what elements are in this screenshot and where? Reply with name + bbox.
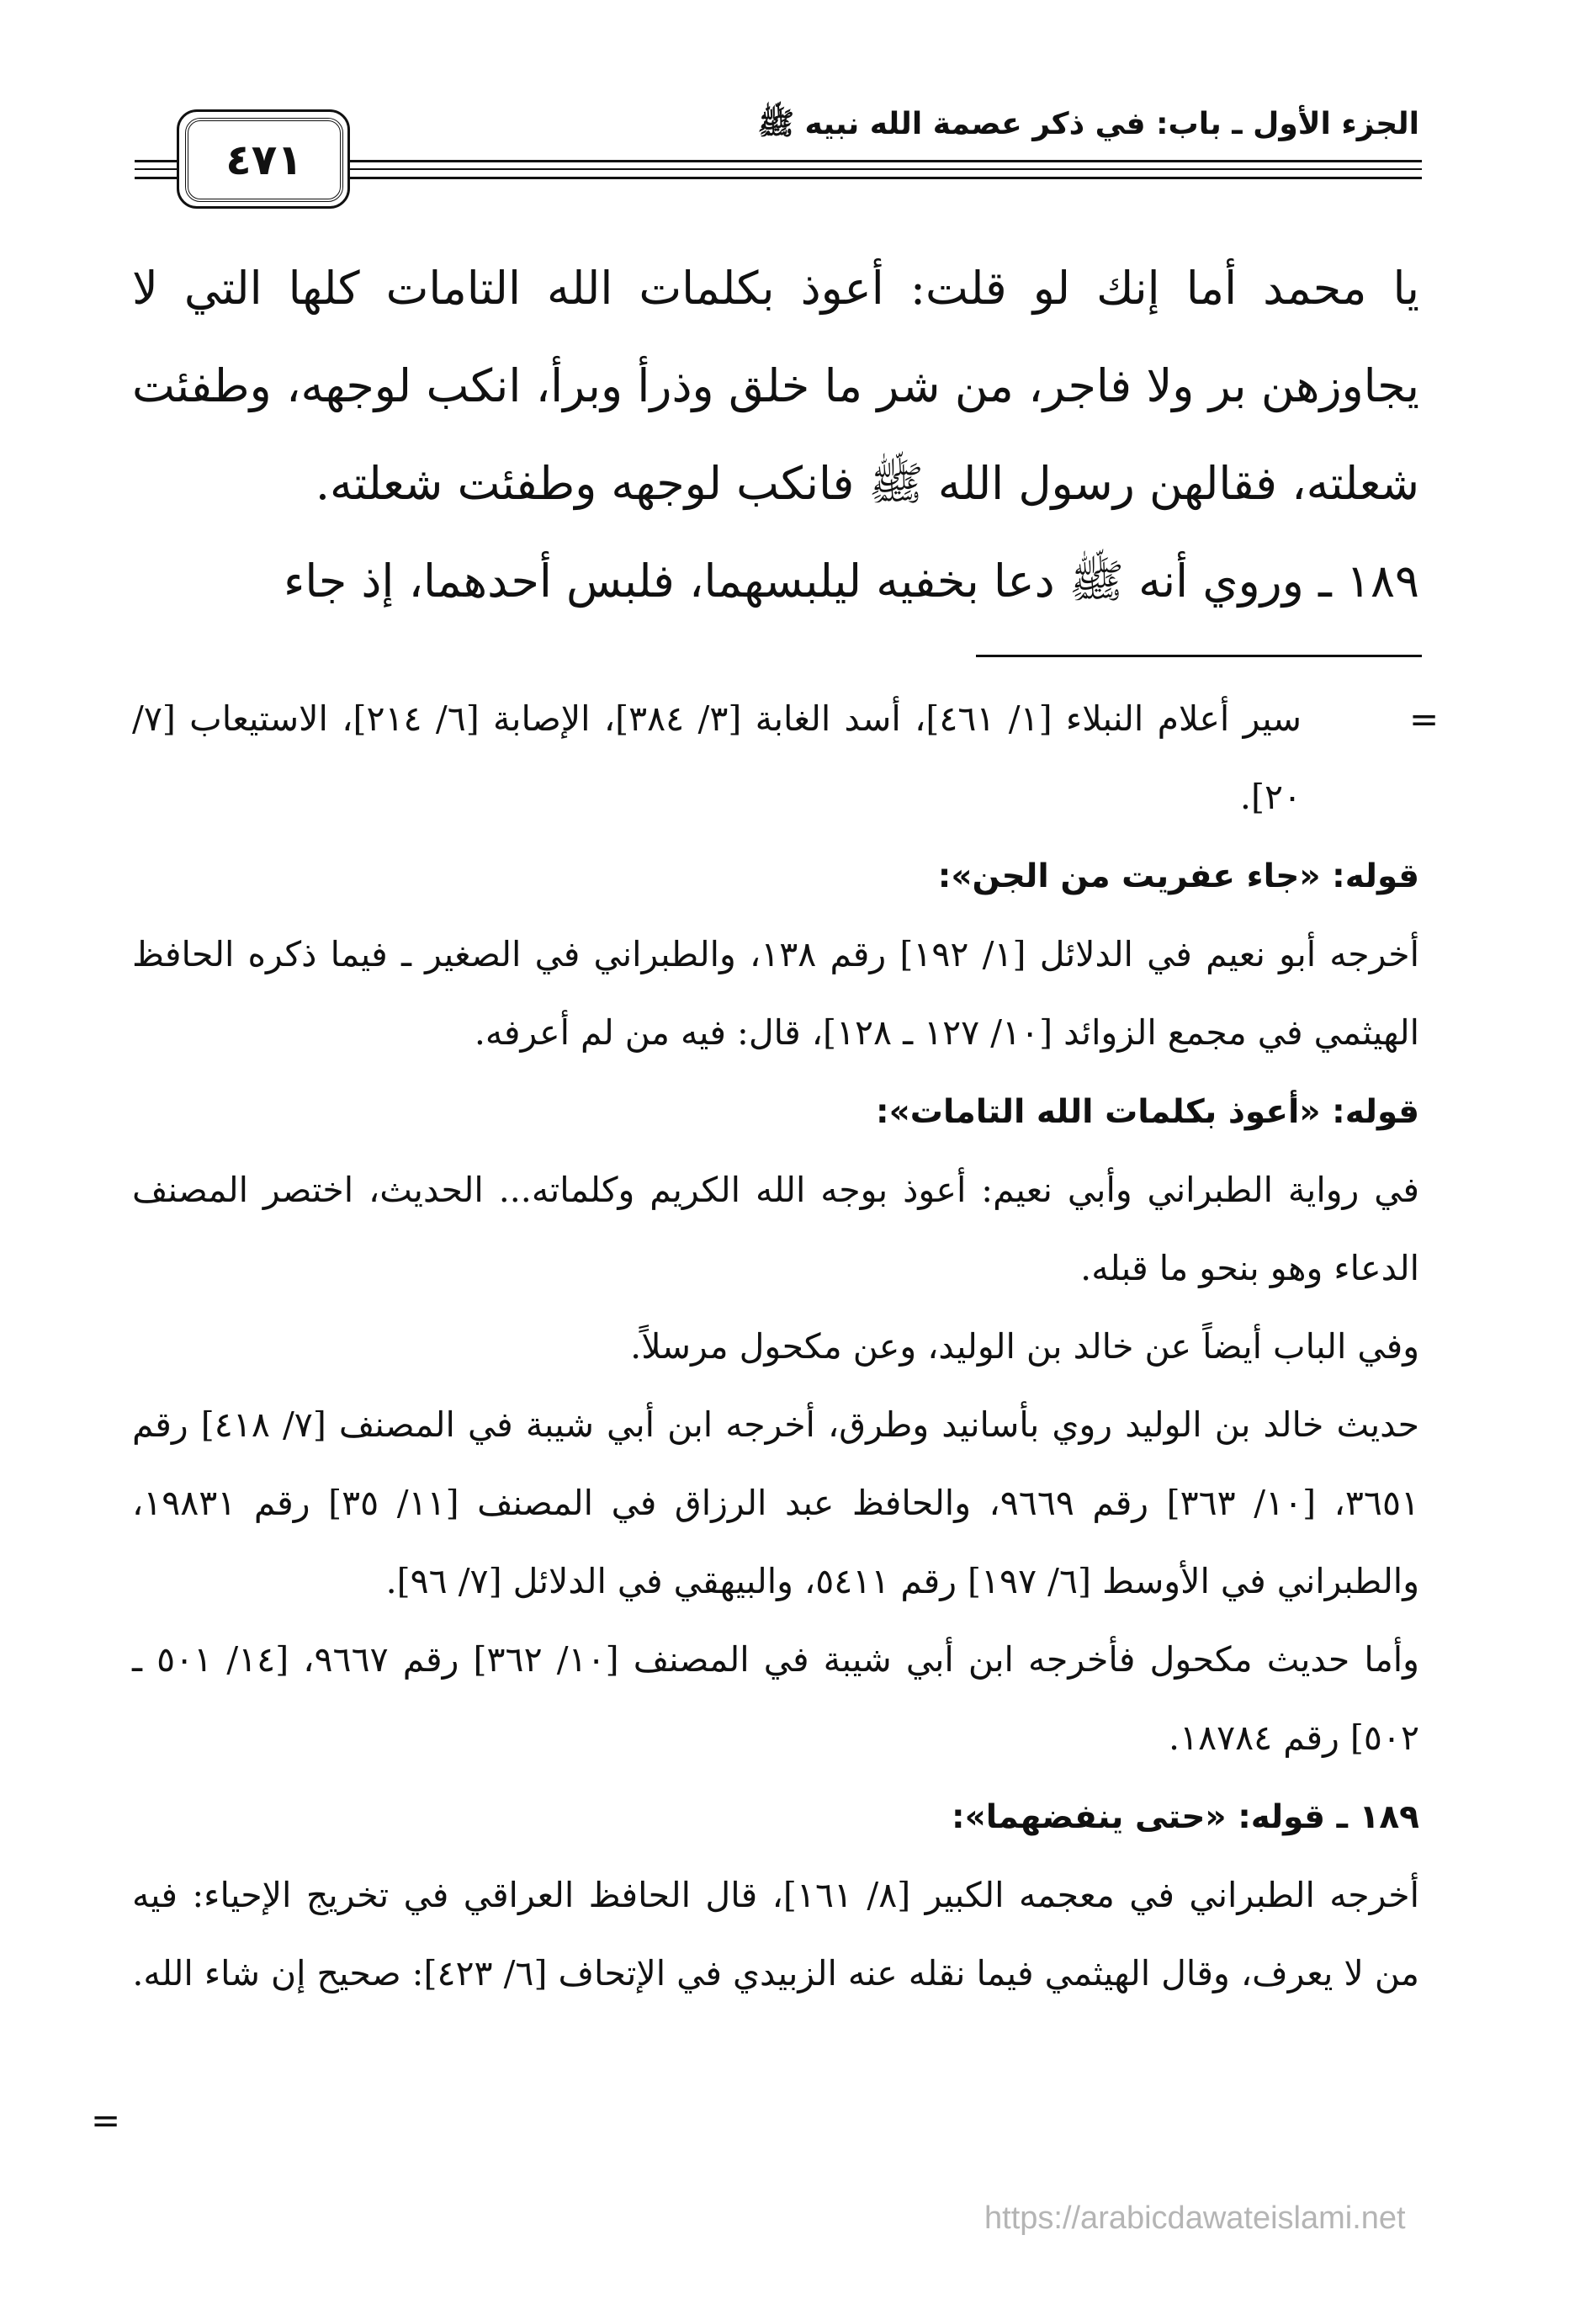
footnote-text: أخرجه أبو نعيم في الدلائل [١/ ١٩٢] رقم ١٣٨، والطبراني في الصغير ـ فيما ذكره الحافظ الهيثمي في مجمع الزوائد [١٠/ ١٢٧ ـ ١٢٨]، قال: فيه من لم أعرفه. — [132, 934, 1419, 1053]
page-number: ٤٧١ — [185, 118, 343, 202]
footnote-text: أخرجه الطبراني في معجمه الكبير [٨/ ١٦١]، قال الحافظ العراقي في تخريج الإحياء: فيه من لا يعرف، وقال الهيثمي فيما نقله عنه الزبيدي في الإتحاف [٦/ ٤٢٣]: صحيح إن شاء الله. — [132, 1875, 1419, 1994]
footnote-heading — [132, 1072, 1419, 1151]
footnote-heading — [132, 836, 1419, 916]
footnote-label: قوله: «أعوذ بكلمات الله التامات»: — [875, 1093, 1419, 1131]
footnote-heading — [132, 1777, 1419, 1856]
footnote-text: وأما حديث مكحول فأخرجه ابن أبي شيبة في المصنف [١٠/ ٣٦٢] رقم ٩٦٦٧، [١٤/ ٥٠١ ـ ٥٠٢] رقم ١٨٧٨٤. — [132, 1639, 1419, 1758]
footnote-label: ١٨٩ ـ قوله: «حتى ينفضهما»: — [951, 1798, 1419, 1836]
footnote-label: قوله: «جاء عفريت من الجن»: — [937, 857, 1419, 895]
watermark-url: https://arabicdawateislami.net — [984, 2201, 1406, 2236]
main-text — [132, 240, 1419, 630]
footnote-text: وفي الباب أيضاً عن خالد بن الوليد، وعن مكحول مرسلاً. — [630, 1326, 1419, 1367]
main-paragraph: يا محمد أما إنك لو قلت: أعوذ بكلمات الله التامات كلها التي لا يجاوزهن بر ولا فاجر، من شر ما خلق وذرأ وبرأ، انكب لوجهه، وطفئت شعلته، فقالهن رسول الله ﷺ فانكب لوجهه وطفئت شعلته. — [132, 262, 1419, 510]
running-header: الجزء الأول ـ باب: في ذكر عصمة الله نبيه ﷺ — [757, 107, 1419, 141]
main-paragraph: ١٨٩ ـ وروي أنه ﷺ دعا بخفيه ليلبسهما، فلبس أحدهما، إذ جاء — [283, 555, 1419, 608]
footnote-text: في رواية الطبراني وأبي نعيم: أعوذ بوجه الله الكريم وكلماته... الحديث، اختصر المصنف الدعاء وهو بنحو ما قبله. — [132, 1170, 1419, 1288]
footnote-separator — [976, 655, 1422, 657]
continuation-mark: = — [1409, 698, 1440, 740]
footnote-text: حديث خالد بن الوليد روي بأسانيد وطرق، أخرجه ابن أبي شيبة في المصنف [٧/ ٤١٨] رقم ٣٦٥١، [١٠/ ٣٦٣] رقم ٩٦٦٩، والحافظ عبد الرزاق في المصنف [١١/ ٣٥] رقم ١٩٨٣١، والطبراني في الأوسط [٦/ ١٩٧] رقم ٥٤١١، والبيهقي في الدلائل [٧/ ٩٦]. — [132, 1404, 1419, 1601]
footnote-continuation: سير أعلام النبلاء [١/ ٤٦١]، أسد الغابة [٣/ ٣٨٤]، الإصابة [٦/ ٢١٤]، الاستيعاب [٧/ ٢٠]. — [132, 698, 1302, 817]
footnotes — [132, 680, 1419, 2013]
continuation-mark: = — [91, 2100, 121, 2141]
